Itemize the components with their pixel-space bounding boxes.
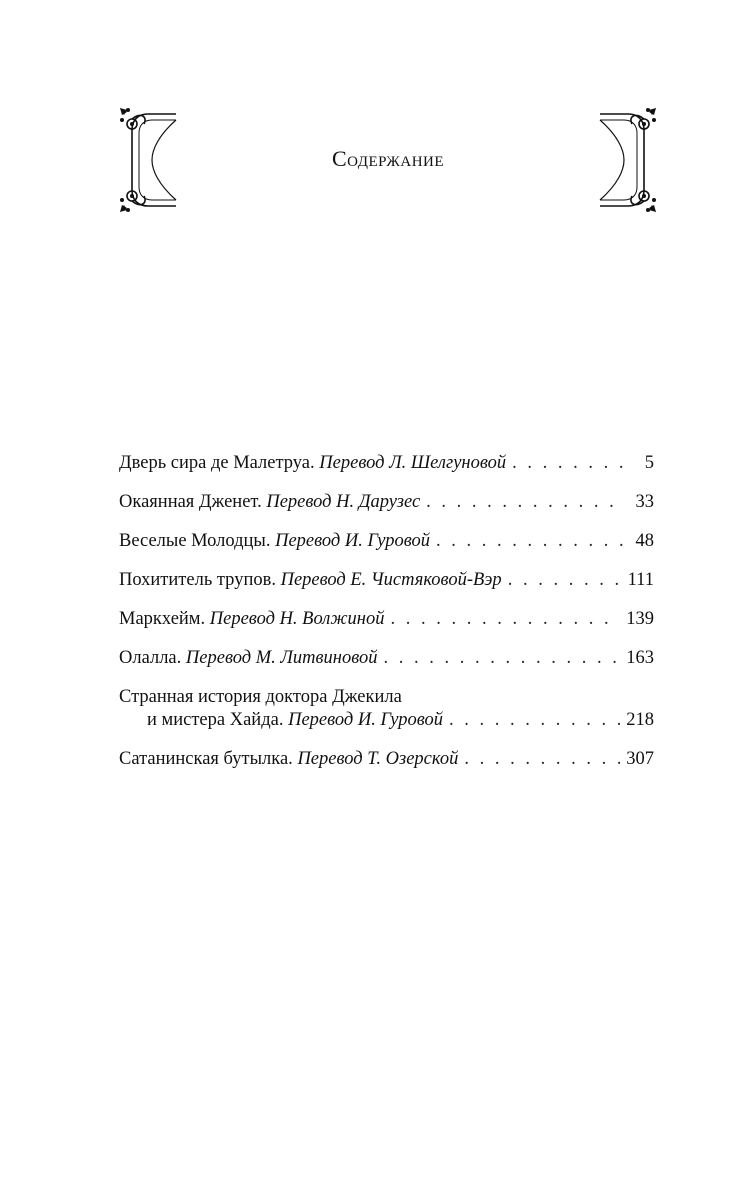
toc-entry-page: 307 [626, 749, 654, 769]
toc-entry[interactable] [119, 530, 654, 553]
toc-entry[interactable] [119, 748, 654, 771]
leader-dots [436, 530, 624, 553]
table-of-contents [119, 452, 654, 771]
leader-dots [464, 748, 620, 771]
toc-entry-page: 111 [627, 570, 654, 590]
toc-entry-translator: Перевод Н. Дарузес [266, 492, 421, 512]
leader-dots [426, 491, 624, 514]
page-title: Содержание [331, 146, 445, 171]
toc-entry-translator: Перевод Н. Волжиной [209, 609, 385, 629]
leader-dots [390, 608, 620, 631]
corner-bracket-ornament-right [598, 106, 658, 214]
leader-dots [508, 569, 622, 592]
toc-entry-title: Похититель трупов. [119, 570, 276, 590]
leader-dots [449, 709, 620, 732]
toc-entry-page: 163 [626, 648, 654, 668]
toc-entry[interactable] [119, 608, 654, 631]
toc-entry-page: 5 [644, 453, 654, 473]
toc-entry-page: 139 [626, 609, 654, 629]
toc-entry-translator: Перевод Т. Озерской [297, 749, 459, 769]
toc-entry-title: Сатанинская бутылка. [119, 749, 293, 769]
toc-entry-page: 48 [635, 531, 654, 551]
toc-entry-translator: Перевод Е. Чистяковой-Вэр [280, 570, 502, 590]
toc-entry[interactable] [119, 491, 654, 514]
toc-entry[interactable] [119, 569, 654, 592]
toc-entry[interactable] [119, 647, 654, 670]
contents-header [118, 106, 658, 214]
toc-entry-title: Окаянная Дженет. [119, 492, 262, 512]
toc-entry-page: 33 [635, 492, 654, 512]
toc-entry-title: Дверь сира де Малетруа. [119, 453, 315, 473]
toc-entry-title: Маркхейм. [119, 609, 206, 629]
leader-dots [512, 452, 624, 475]
toc-entry-title: Олалла. [119, 648, 182, 668]
toc-entry-title-continued: и мистера Хайда. [147, 710, 284, 730]
leader-dots [384, 647, 621, 670]
toc-entry-title: Странная история доктора Джекила [119, 687, 402, 707]
toc-entry[interactable] [119, 452, 654, 475]
toc-entry-translator: Перевод Л. Шелгуновой [319, 453, 507, 473]
toc-entry-page: 218 [626, 710, 654, 730]
toc-entry-continuation [119, 709, 654, 732]
toc-entry-title: Веселые Молодцы. [119, 531, 271, 551]
toc-entry[interactable] [119, 686, 654, 732]
toc-entry-translator: Перевод М. Литвиновой [185, 648, 378, 668]
toc-entry-translator: Перевод И. Гуровой [288, 710, 443, 730]
toc-entry-translator: Перевод И. Гуровой [275, 531, 430, 551]
